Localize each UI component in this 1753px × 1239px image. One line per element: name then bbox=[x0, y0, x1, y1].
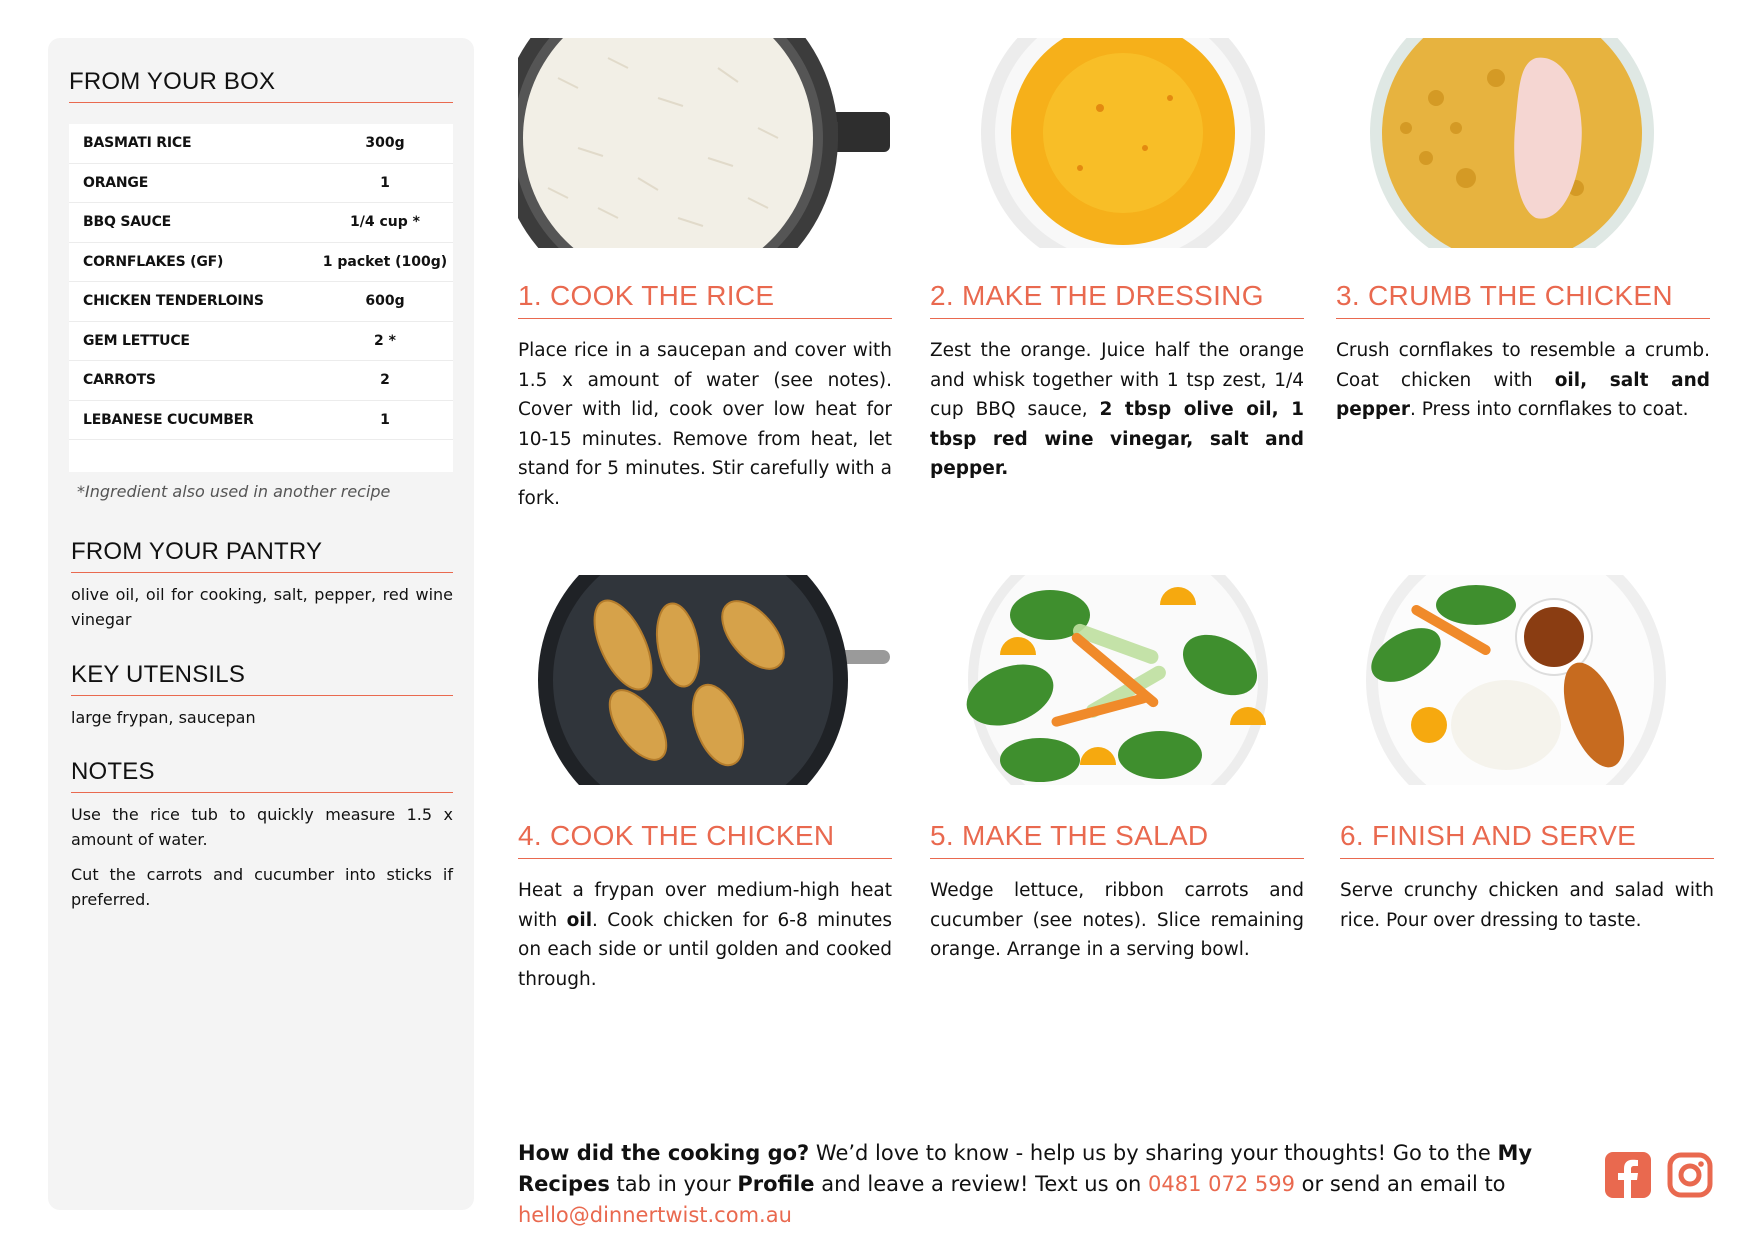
ingredient-qty: 1 packet (100g) bbox=[322, 253, 448, 270]
ingredient-name: CORNFLAKES (GF) bbox=[83, 253, 224, 270]
table-row bbox=[69, 243, 453, 283]
step-3-body bbox=[1336, 336, 1710, 425]
step-4-title: 4. COOK THE CHICKEN bbox=[518, 820, 892, 859]
table-row bbox=[69, 203, 453, 243]
ingredient-qty: 1 bbox=[380, 411, 390, 428]
rice-saucepan-photo bbox=[518, 38, 890, 248]
step-2-body bbox=[930, 336, 1304, 484]
pantry-text: olive oil, oil for cooking, salt, pepper, red wine vinegar bbox=[71, 585, 453, 629]
step-1-title: 1. COOK THE RICE bbox=[518, 280, 892, 319]
step-text-segment: Heat a frypan over medium-high heat with bbox=[518, 880, 892, 931]
note-item: Cut the carrots and cucumber into sticks if preferred. bbox=[71, 865, 453, 909]
crumbed-chicken-photo bbox=[1336, 38, 1708, 248]
from-your-pantry-heading: FROM YOUR PANTRY bbox=[71, 538, 453, 573]
step-text-segment: Place rice in a saucepan and cover with 1.5 x amount of water (see notes). Cover with lid, cook over low heat for 10-15 minutes. Remove from heat, let stand for 5 minutes. Stir carefully with a fork. bbox=[518, 340, 892, 509]
ingredient-name: BASMATI RICE bbox=[83, 135, 192, 152]
table-row bbox=[69, 124, 453, 164]
ingredient-qty: 300g bbox=[365, 135, 405, 152]
ingredient-qty: 2 * bbox=[374, 332, 396, 349]
table-row bbox=[69, 322, 453, 362]
footer-text-segment: We’d love to know - help us by sharing your thoughts! Go to the bbox=[809, 1141, 1498, 1165]
ingredient-qty: 1 bbox=[380, 174, 390, 191]
step-2-title: 2. MAKE THE DRESSING bbox=[930, 280, 1304, 319]
step-4-body bbox=[518, 876, 892, 994]
step-5-body bbox=[930, 876, 1304, 965]
chicken-frypan-photo bbox=[518, 575, 890, 785]
ingredient-name: CARROTS bbox=[83, 372, 156, 389]
ingredient-name: ORANGE bbox=[83, 174, 149, 191]
step-text-segment: Zest the orange. Juice half the orange and whisk together with 1 tsp zest, 1/4 cup BBQ sauce, bbox=[930, 340, 1304, 420]
notes-list bbox=[71, 802, 453, 922]
ingredient-name: CHICKEN TENDERLOINS bbox=[83, 293, 264, 310]
ingredient-name: LEBANESE CUCUMBER bbox=[83, 411, 254, 428]
footer-text-segment: My Recipes bbox=[518, 1141, 1533, 1196]
salad-bowl-photo bbox=[930, 575, 1302, 785]
footer-text-segment: How did the cooking go? bbox=[518, 1141, 810, 1165]
table-row bbox=[69, 282, 453, 322]
step-3-title: 3. CRUMB THE CHICKEN bbox=[1336, 280, 1710, 319]
step-text-segment: . Cook chicken for 6-8 minutes on each side or until golden and cooked through. bbox=[518, 909, 892, 990]
table-row bbox=[69, 401, 453, 441]
ingredient-qty: 1/4 cup * bbox=[350, 214, 420, 231]
table-row bbox=[69, 164, 453, 204]
footer-text-segment: and leave a review! Text us on bbox=[814, 1172, 1149, 1196]
step-5-title: 5. MAKE THE SALAD bbox=[930, 820, 1304, 859]
ingredients-table bbox=[69, 124, 453, 472]
ingredient-name: GEM LETTUCE bbox=[83, 332, 190, 349]
contact-link[interactable]: 0481 072 599 bbox=[1148, 1172, 1295, 1196]
facebook-icon[interactable] bbox=[1605, 1152, 1651, 1202]
step-text-segment: . Press into cornflakes to coat. bbox=[1409, 399, 1689, 420]
step-text-segment: Serve crunchy chicken and salad with rice. Pour over dressing to taste. bbox=[1340, 880, 1714, 931]
orange-dressing-photo bbox=[930, 38, 1302, 248]
footer-text-segment: or send an email to bbox=[1295, 1172, 1506, 1196]
ingredient-name: BBQ SAUCE bbox=[83, 214, 172, 231]
footer-text-segment: Profile bbox=[737, 1172, 815, 1196]
ingredients-sidebar bbox=[48, 38, 474, 1210]
ingredient-footnote: *Ingredient also used in another recipe bbox=[77, 482, 391, 501]
table-row bbox=[69, 361, 453, 401]
footer-text-segment: tab in your bbox=[609, 1172, 738, 1196]
step-text-segment: 2 tbsp olive oil, 1 tbsp red wine vinegar, salt and pepper. bbox=[930, 399, 1304, 479]
instagram-icon[interactable] bbox=[1667, 1152, 1713, 1202]
finished-plate-photo bbox=[1336, 575, 1708, 785]
ingredient-qty: 2 bbox=[380, 372, 390, 389]
step-text-segment: Wedge lettuce, ribbon carrots and cucumber (see notes). Slice remaining orange. Arrange in a serving bowl. bbox=[930, 880, 1304, 960]
from-your-box-heading: FROM YOUR BOX bbox=[69, 68, 453, 103]
contact-link[interactable]: hello@dinnertwist.com.au bbox=[518, 1203, 792, 1227]
step-1-body bbox=[518, 336, 892, 513]
step-text-segment: oil, salt and pepper bbox=[1336, 369, 1710, 420]
note-item: Use the rice tub to quickly measure 1.5 x amount of water. bbox=[71, 805, 453, 849]
step-6-body bbox=[1340, 876, 1714, 935]
utensils-text: large frypan, saucepan bbox=[71, 708, 256, 727]
notes-heading: NOTES bbox=[71, 758, 453, 793]
step-text-segment: oil bbox=[566, 909, 593, 931]
ingredient-qty: 600g bbox=[365, 293, 405, 310]
feedback-footer bbox=[518, 1138, 1588, 1231]
key-utensils-heading: KEY UTENSILS bbox=[71, 661, 453, 696]
step-text-segment: Crush cornflakes to resemble a crumb. Coat chicken with bbox=[1336, 340, 1710, 391]
step-6-title: 6. FINISH AND SERVE bbox=[1340, 820, 1714, 859]
